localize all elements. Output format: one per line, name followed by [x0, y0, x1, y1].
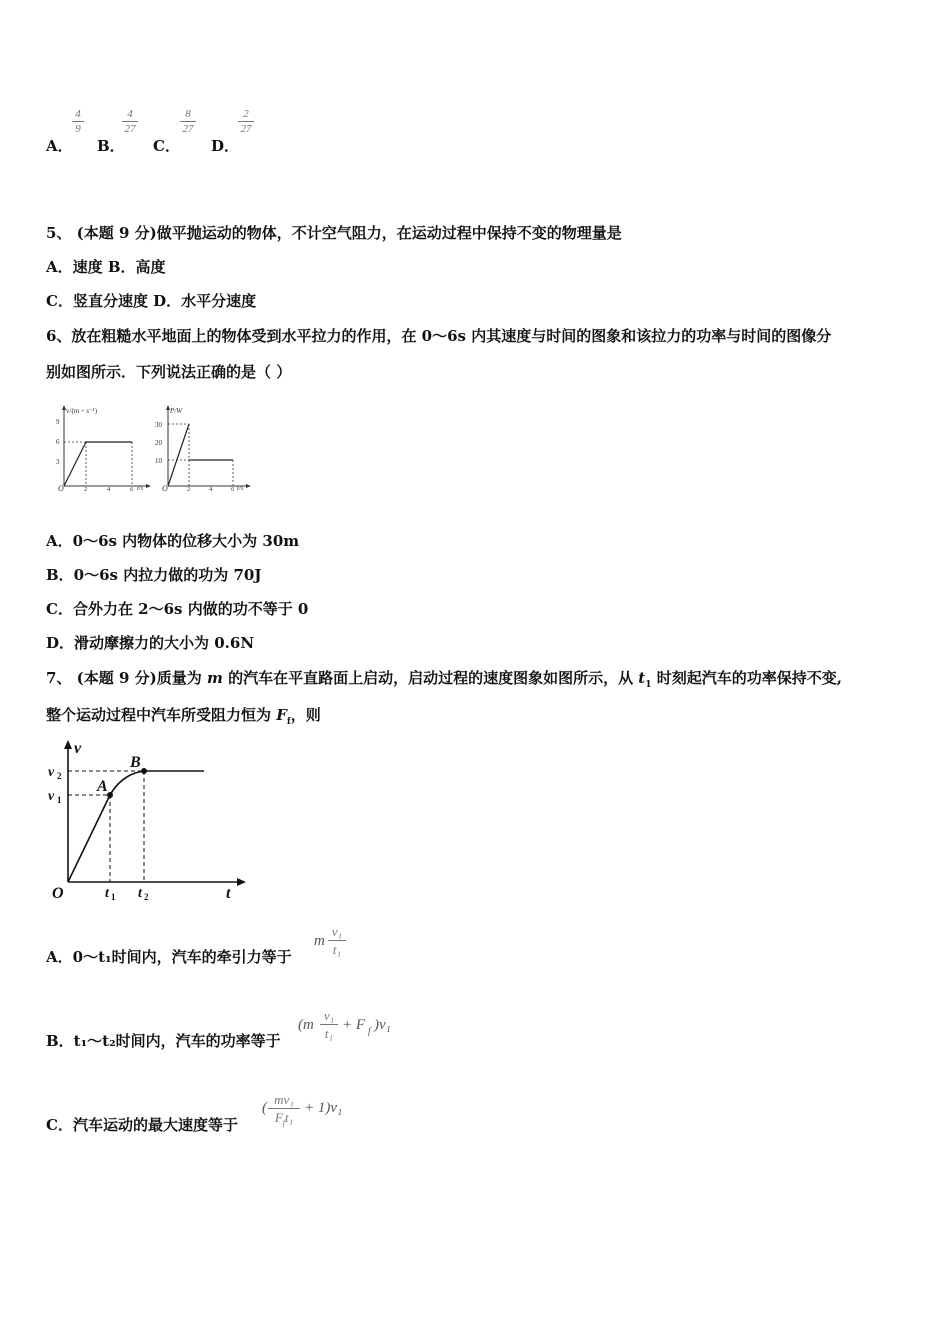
- q7-stem-line2-suffix: ，则: [290, 706, 321, 724]
- q7-point-b: [141, 768, 147, 774]
- q7-stem-prefix: 7、 (本题 9 分)质量为: [46, 669, 207, 687]
- q4-d-numerator: 2: [243, 108, 249, 120]
- q7-point-b-label: B: [130, 754, 141, 771]
- q4-b-denominator: 27: [124, 123, 136, 135]
- q4-option-b-letter: B．: [97, 137, 125, 155]
- q6-v-tick-3: 3: [56, 458, 60, 466]
- q6-p-tick-10: 10: [155, 457, 162, 465]
- q7-v2-label: v: [48, 765, 55, 780]
- q7-v-axis-label: v: [74, 740, 82, 757]
- q7-stem-line2: [46, 704, 321, 727]
- q6-v-tick-9: 9: [56, 418, 60, 426]
- q6-stem-line1: 6、放在粗糙水平地面上的物体受到水平拉力的作用，在 0～6s 内其速度与时间的图象和该拉力的功率与时间的图像分: [46, 327, 832, 345]
- q7-linear-segment: [68, 795, 110, 882]
- q7-v1-sub: 1: [57, 795, 62, 805]
- q6-v-axis-label: v/(m・s⁻¹): [66, 407, 98, 415]
- q6-p-xtick-2: 2: [187, 486, 191, 492]
- q7-b-formula-den: t₁: [324, 1026, 334, 1041]
- q7-b-formula-close: )v₁: [374, 1017, 391, 1033]
- q7-t-axis-label: t: [226, 885, 231, 902]
- q6-v-xtick-6: 6: [130, 486, 134, 492]
- q6-power-graph: [152, 402, 252, 492]
- q7-stem-f: F: [276, 706, 287, 724]
- q7-origin: O: [52, 885, 64, 902]
- q7-c-formula-fraction: [268, 1092, 300, 1131]
- q7-a-formula-den: t₁: [332, 942, 342, 957]
- q7-velocity-graph: [44, 736, 254, 906]
- q6-v-origin: O: [58, 484, 64, 492]
- q7-point-a-label: A: [97, 778, 108, 795]
- q4-a-numerator: 4: [75, 108, 81, 120]
- q7-option-c-text: C．汽车运动的最大速度等于: [46, 1116, 238, 1134]
- q7-option-b-text: B．t₁～t₂时间内，汽车的功率等于: [46, 1032, 281, 1050]
- q7-c-formula-open: (: [262, 1100, 267, 1116]
- q7-stem-line2-prefix: 整个运动过程中汽车所受阻力恒为: [46, 706, 277, 724]
- q4-option-b-fraction: [122, 108, 138, 135]
- q7-option-a-text: A．0～t₁时间内，汽车的牵引力等于: [46, 948, 292, 966]
- q7-c-formula-den-tail: t₁: [285, 1110, 294, 1125]
- q4-c-denominator: 27: [182, 123, 194, 135]
- q7-b-formula-tail: + F: [342, 1017, 366, 1033]
- q7-v1-label: v: [48, 789, 55, 804]
- q7-b-formula-open: (m: [298, 1017, 314, 1033]
- q5-options-ab: A．速度 B．高度: [46, 258, 166, 276]
- q5-options-cd: C．竖直分速度 D．水平分速度: [46, 292, 257, 310]
- q6-v-curve: [64, 442, 132, 486]
- q7-c-formula-num: mv₁: [274, 1092, 294, 1107]
- q7-c-formula-den: F: [274, 1110, 283, 1125]
- q7-t2-label: t: [138, 886, 142, 901]
- q7-stem-mid: 的汽车在平直路面上启动，启动过程的速度图象如图所示，从: [222, 669, 639, 687]
- q7-t2-sub: 2: [144, 892, 149, 902]
- q6-p-x-label: t/s: [237, 485, 244, 492]
- q6-option-c: C．合外力在 2～6s 内做的功不等于 0: [46, 600, 309, 618]
- q6-p-axis-label: P/W: [170, 407, 183, 415]
- q7-t1-sub: 1: [111, 892, 116, 902]
- q7-c-formula-den-sub: f: [282, 1118, 286, 1128]
- q7-a-formula-num: v₁: [331, 924, 343, 939]
- q4-option-d-letter: D．: [211, 137, 240, 155]
- q6-p-tick-30: 30: [155, 421, 162, 429]
- q4-b-numerator: 4: [127, 108, 133, 120]
- q4-c-numerator: 8: [185, 108, 191, 120]
- q6-option-d: D．滑动摩擦力的大小为 0.6N: [46, 634, 255, 652]
- q7-b-formula-num: v₁: [323, 1008, 335, 1023]
- q7-stem-f-sub: f: [286, 717, 291, 727]
- q7-b-formula-fraction: [320, 1008, 338, 1041]
- q6-velocity-graph: [50, 402, 152, 492]
- q7-v2-sub: 2: [57, 771, 62, 781]
- q6-p-rise: [168, 424, 189, 486]
- q4-option-c-fraction: [180, 108, 196, 135]
- q7-stem-t-sub: 1: [645, 680, 652, 690]
- q7-b-formula-tail-sub: f: [368, 1026, 371, 1036]
- q7-stem-suffix: 时刻起汽车的功率保持不变,: [651, 669, 842, 687]
- q4-option-c-letter: C．: [153, 137, 180, 155]
- q6-v-tick-6: 6: [56, 438, 60, 446]
- q4-option-a-fraction: [72, 108, 84, 135]
- q7-a-formula-m: m: [314, 933, 325, 949]
- q7-stem-t: t: [638, 669, 646, 687]
- q6-option-a: A．0～6s 内物体的位移大小为 30m: [46, 532, 300, 550]
- q6-p-origin: O: [162, 484, 168, 492]
- q6-v-x-label: t/s: [137, 485, 144, 492]
- q6-option-b: B．0～6s 内拉力做的功为 70J: [46, 566, 262, 584]
- q4-option-d-fraction: [238, 108, 254, 135]
- q4-a-denominator: 9: [75, 123, 81, 135]
- q6-p-xtick-4: 4: [209, 486, 213, 492]
- q7-a-formula-fraction: [328, 924, 346, 957]
- q6-p-xtick-6: 6: [231, 486, 235, 492]
- q4-option-a-letter: A．: [46, 137, 73, 155]
- q7-stem-line1: [46, 667, 842, 690]
- q4-d-denominator: 27: [240, 123, 252, 135]
- q5-stem: 5、 (本题 9 分)做平抛运动的物体，不计空气阻力，在运动过程中保持不变的物理量是: [46, 224, 622, 242]
- q7-stem-m: m: [206, 669, 223, 687]
- q7-c-formula-tail: + 1)v₁: [304, 1100, 343, 1116]
- q7-curve-segment: [110, 771, 144, 795]
- q6-stem-line2: 别如图所示．下列说法正确的是（ ）: [46, 363, 292, 381]
- q7-point-a: [107, 792, 113, 798]
- q7-t1-label: t: [105, 886, 109, 901]
- q6-v-xtick-2: 2: [84, 486, 88, 492]
- q6-v-xtick-4: 4: [107, 486, 111, 492]
- q6-p-tick-20: 20: [155, 439, 162, 447]
